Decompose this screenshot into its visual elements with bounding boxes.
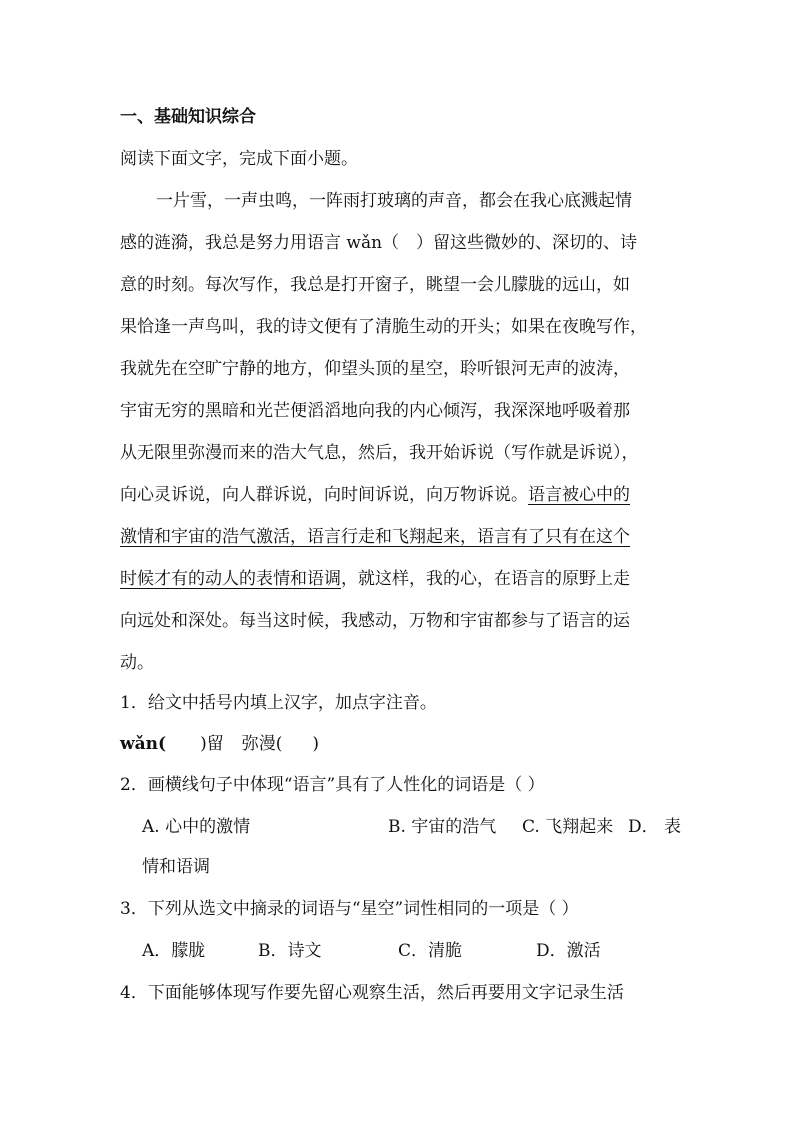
option-c[interactable]: C. 飞翔起来 (522, 817, 614, 837)
passage-text: ，就这样，我的心，在语言的原野上走 (341, 569, 630, 589)
underlined-sentence: 语言被心中的 (528, 485, 630, 505)
question-1: 1．给文中括号内填上汉字，加点字注音。 (120, 693, 437, 713)
passage-line: 我就先在空旷宁静的地方，仰望头顶的星空，聆听银河无声的波涛， (120, 359, 630, 379)
option-b[interactable]: B. 宇宙的浩气 (388, 817, 497, 837)
passage-line (120, 484, 630, 506)
option-a[interactable]: A. 心中的激情 (142, 817, 251, 837)
option-d-continued: 情和语调 (142, 857, 210, 877)
option-b[interactable]: B．诗文 (258, 941, 322, 961)
option-d[interactable]: D． 表 (628, 817, 682, 837)
blank-label: ) (312, 734, 319, 754)
passage-line: 向远处和深处。每当这时候，我感动，万物和宇宙都参与了语言的运 (120, 611, 630, 631)
underlined-sentence: 时候才有的动人的表情和语调 (120, 569, 341, 589)
underlined-sentence: 激情和宇宙的浩气激活，语言行走和飞翔起来，语言有了只有在这个 (120, 527, 630, 547)
question-2: 2．画横线句子中体现“语言”具有了人性化的词语是（ ） (120, 775, 545, 795)
question-1-blanks (120, 733, 319, 755)
passage-line: 宇宙无穷的黑暗和光芒便滔滔地向我的内心倾泻，我深深地呼吸着那 (120, 401, 630, 421)
option-a[interactable]: A．朦胧 (142, 941, 206, 961)
blank-label: )留 (200, 734, 224, 754)
blank-label: wǎn( (120, 734, 167, 754)
section-title: 一、基础知识综合 (120, 107, 256, 127)
blank-label: 弥漫( (241, 734, 283, 754)
question-3: 3．下列从选文中摘录的词语与“星空”词性相同的一项是（ ） (120, 899, 579, 919)
instruction-text: 阅读下面文字，完成下面小题。 (120, 149, 358, 169)
passage-line: 意的时刻。每次写作，我总是打开窗子，眺望一会儿朦胧的远山，如 (120, 275, 630, 295)
passage-line: 从无限里弥漫而来的浩大气息，然后，我开始诉说（写作就是诉说）， (120, 443, 639, 463)
option-d[interactable]: D．激活 (536, 941, 601, 961)
passage-line: 一片雪，一声虫鸣，一阵雨打玻璃的声音，都会在我心底溅起情 (156, 191, 632, 211)
option-c[interactable]: C．清脆 (398, 941, 463, 961)
passage-line: 果恰逢一声鸟叫，我的诗文便有了清脆生动的开头；如果在夜晚写作， (120, 317, 647, 337)
passage-line (120, 568, 630, 590)
passage-line: 动。 (120, 653, 154, 673)
question-4: 4．下面能够体现写作要先留心观察生活，然后再要用文字记录生活 (120, 983, 624, 1003)
passage-line: 感的涟漪，我总是努力用语言 wǎn（ ）留这些微妙的、深切的、诗 (120, 233, 638, 253)
passage-text: 向心灵诉说，向人群诉说，向时间诉说，向万物诉说。 (120, 485, 528, 505)
